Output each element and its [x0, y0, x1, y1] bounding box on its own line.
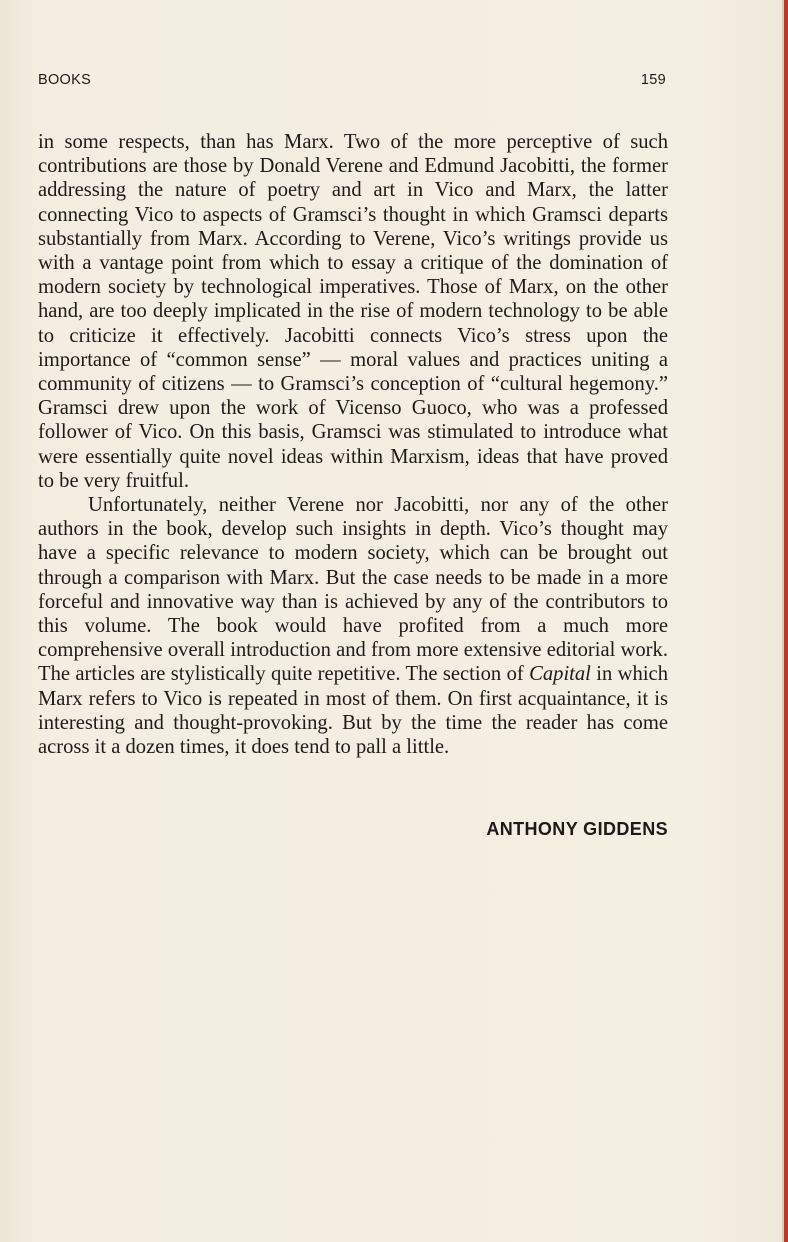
paragraph-1-text: in some respects, than has Marx. Two of the more perceptive of such contributions are those by Donald Verene and Edmund Jacobitti, the former addressing the nature of poetry and art in Vico and Marx, the latter connecting Vico to aspects of Gramsci’s thought in which Gramsci departs substantially from Marx. According to Verene, Vico’s writings provide us with a vantage point from which to essay a critique of the domination of modern society by technological imperatives. Those of Marx, on the other hand, are too deeply implicated in the rise of modern technology to be able to criticize it effectively. Jacobitti connects Vico’s stress upon the importance of “common sense” — moral values and practices uniting a community of citizens — to Gramsci’s conception of “cultural hegemony.” Gramsci drew upon the work of Vicenso Guoco, who was a professed follower of Vico. On this basis, Gramsci was stimulated to introduce what were essentially quite novel ideas within Marxism, ideas that have proved to be very fruitful. — [38, 131, 668, 492]
book-title-capital: Capital — [529, 663, 591, 686]
body-text — [38, 130, 668, 759]
paragraph-2-text-end: in which Marx refers to Vico is repeated in most of them. On first acquaintance, it is interesting and thought-provoking. But by the time the reader has come across it a dozen times, it does tend to pall a little. — [38, 663, 668, 759]
paragraph-2-text-start: Unfortunately, neither Verene nor Jacobitti, nor any of the other authors in the book, develop such insights in depth. Vico’s thought may have a specific relevance to modern society, which can be brought out through a comparison with Marx. But the case needs to be made in a more forceful and innovative way than is achieved by any of the contributors to this volume. The book would have profited from a much more comprehensive overall introduction and from more extensive editorial work. The articles are stylistically quite repetitive. The section of — [38, 494, 668, 686]
section-title: BOOKS — [38, 72, 92, 88]
author-signature: ANTHONY GIDDENS — [486, 819, 668, 839]
paragraph-1 — [38, 130, 668, 493]
paragraph-2 — [38, 493, 668, 759]
red-page-edge — [784, 0, 788, 1242]
page-number: 159 — [640, 72, 666, 88]
running-head — [38, 72, 666, 94]
